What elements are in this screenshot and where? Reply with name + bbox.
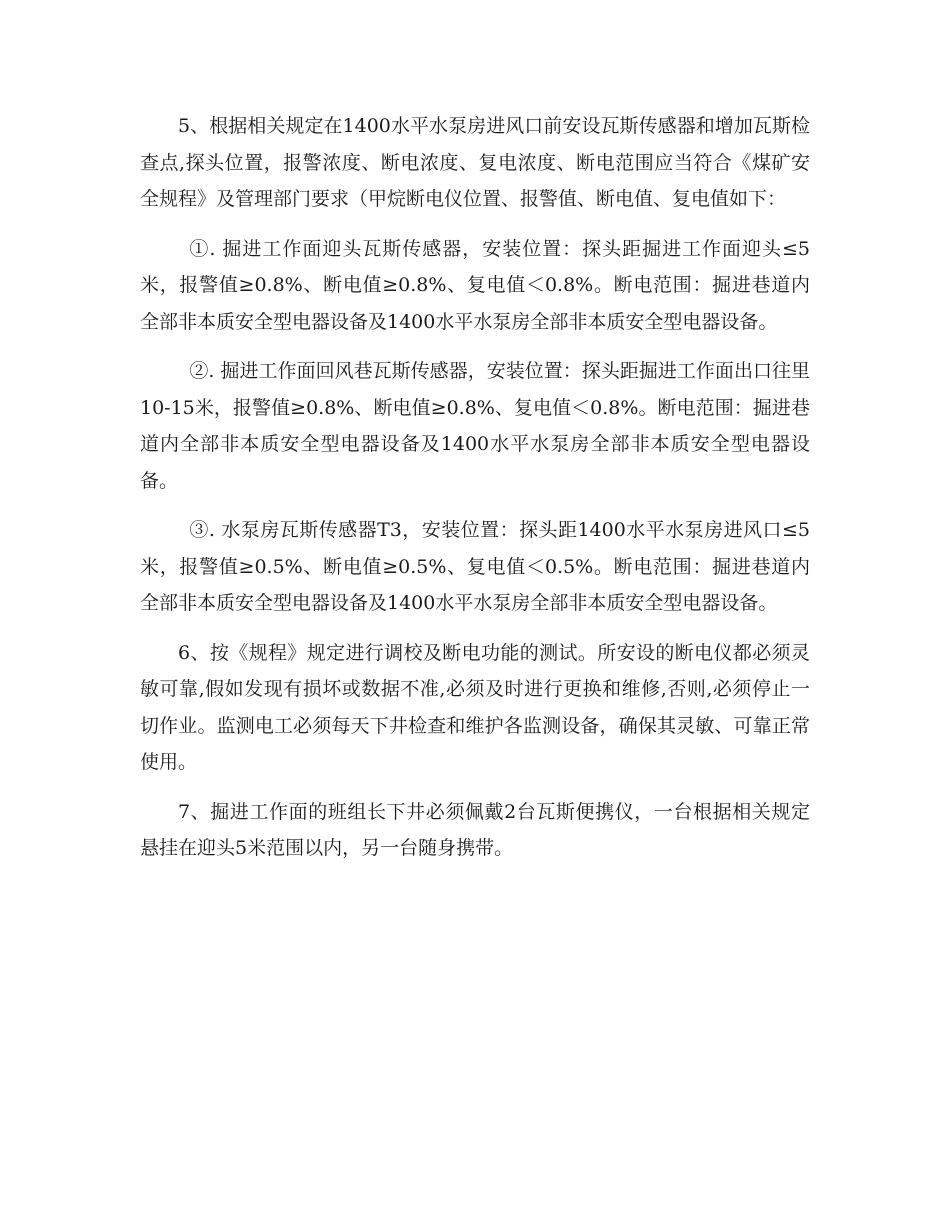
paragraph-spacer bbox=[140, 340, 810, 353]
paragraph-item-6: 6、按《规程》规定进行调校及断电功能的测试。所安设的断电仪都必须灵敏可靠,假如发现有损坏或数据不准,必须及时进行更换和维修,否则,必须停止一切作业。监测电工必须每天下井检查和维护各监测设备，确保其灵敏、可靠正常使用。 bbox=[140, 641, 810, 773]
paragraph-spacer bbox=[140, 218, 810, 231]
paragraph-sensor-pump-room: ③. 水泵房瓦斯传感器T3，安装位置：探头距1400水平水泵房进风口≤5米，报警值≥0.5%、断电值≥0.5%、复电值＜0.5%。断电范围：掘进巷道内全部非本质安全型电器设备及1400水平水泵房全部非本质安全型电器设备。 bbox=[140, 519, 810, 614]
paragraph-sensor-heading-face: ①. 掘进工作面迎头瓦斯传感器，安装位置：探头距掘进工作面迎头≤5米，报警值≥0.8%、断电值≥0.8%、复电值＜0.8%。断电范围：掘进巷道内全部非本质安全型电器设备及1400水平水泵房全部非本质安全型电器设备。 bbox=[140, 237, 810, 333]
document-body bbox=[140, 108, 810, 867]
paragraph-spacer bbox=[140, 622, 810, 635]
paragraph-item-5: 5、根据相关规定在1400水平水泵房进风口前安设瓦斯传感器和增加瓦斯检查点,探头位置，报警浓度、断电浓度、复电浓度、断电范围应当符合《煤矿安全规程》及管理部门要求（甲烷断电仪位置、报警值、断电值、复电值如下： bbox=[140, 115, 810, 210]
paragraph-sensor-return-airway: ②. 掘进工作面回风巷瓦斯传感器，安装位置：探头距掘进工作面出口往里10-15米，报警值≥0.8%、断电值≥0.8%、复电值＜0.8%。断电范围：掘进巷道内全部非本质安全型电器设备及1400水平水泵房全部非本质安全型电器设备。 bbox=[140, 360, 810, 492]
paragraph-spacer bbox=[140, 499, 810, 512]
paragraph-spacer bbox=[140, 781, 810, 794]
paragraph-item-7: 7、掘进工作面的班组长下井必须佩戴2台瓦斯便携仪，一台根据相关规定悬挂在迎头5米范围以内，另一台随身携带。 bbox=[140, 800, 810, 859]
